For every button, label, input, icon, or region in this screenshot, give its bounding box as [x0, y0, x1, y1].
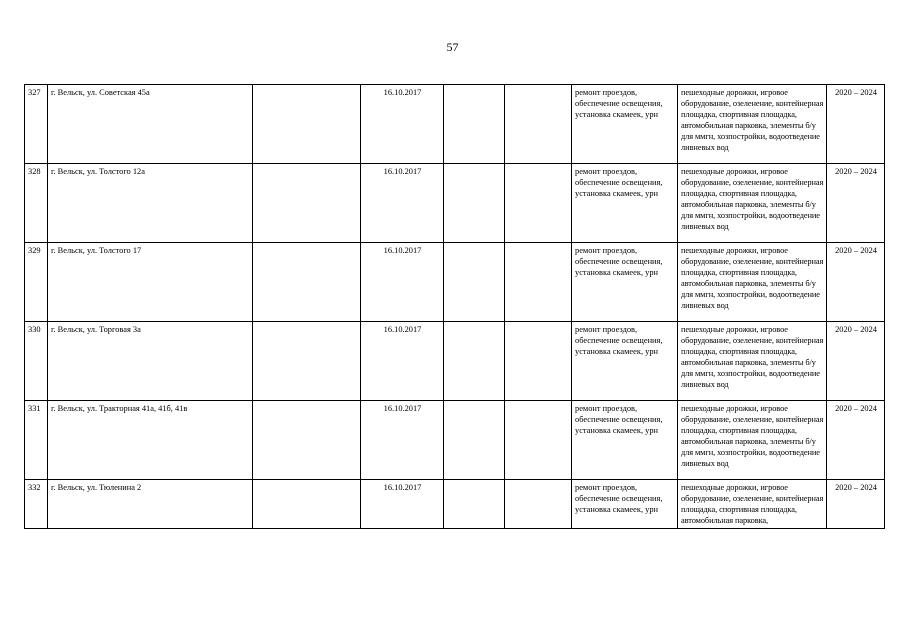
- row-date: 16.10.2017: [361, 164, 444, 243]
- row-works: ремонт проездов, обеспечение освещения, установка скамеек, урн: [572, 480, 678, 529]
- row-empty-cell: [505, 243, 572, 322]
- row-address: г. Вельск, ул. Тракторная 41а, 41б, 41в: [48, 401, 253, 480]
- row-term: 2020 – 2024: [827, 85, 885, 164]
- row-empty-cell: [444, 85, 505, 164]
- row-date: 16.10.2017: [361, 322, 444, 401]
- row-term: 2020 – 2024: [827, 164, 885, 243]
- table-row: [25, 243, 885, 322]
- row-empty-cell: [444, 322, 505, 401]
- row-extra-works: пешеходные дорожки, игровое оборудование, озеленение, контейнерная площадка, спортивная площадка, автомобильная парковка, элементы б/у для ммгн, хозпостройки, водоотведение ливневых вод: [678, 322, 827, 401]
- row-address: г. Вельск, ул. Советская 45а: [48, 85, 253, 164]
- row-empty-cell: [253, 164, 361, 243]
- row-date: 16.10.2017: [361, 85, 444, 164]
- page-number: 57: [446, 40, 459, 54]
- row-extra-works: пешеходные дорожки, игровое оборудование, озеленение, контейнерная площадка, спортивная площадка, автомобильная парковка,: [678, 480, 827, 529]
- row-works: ремонт проездов, обеспечение освещения, установка скамеек, урн: [572, 401, 678, 480]
- row-empty-cell: [253, 322, 361, 401]
- row-term: 2020 – 2024: [827, 243, 885, 322]
- table-row: [25, 164, 885, 243]
- row-number: 331: [25, 401, 48, 480]
- row-empty-cell: [444, 164, 505, 243]
- table-row: [25, 480, 885, 529]
- row-extra-works: пешеходные дорожки, игровое оборудование, озеленение, контейнерная площадка, спортивная площадка, автомобильная парковка, элементы б/у для ммгн, хозпостройки, водоотведение ливневых вод: [678, 243, 827, 322]
- row-empty-cell: [253, 85, 361, 164]
- row-date: 16.10.2017: [361, 243, 444, 322]
- row-works: ремонт проездов, обеспечение освещения, установка скамеек, урн: [572, 322, 678, 401]
- row-empty-cell: [253, 480, 361, 529]
- row-empty-cell: [505, 401, 572, 480]
- row-empty-cell: [505, 322, 572, 401]
- row-term: 2020 – 2024: [827, 401, 885, 480]
- row-number: 330: [25, 322, 48, 401]
- row-empty-cell: [505, 85, 572, 164]
- row-works: ремонт проездов, обеспечение освещения, установка скамеек, урн: [572, 164, 678, 243]
- row-number: 328: [25, 164, 48, 243]
- registry-table: [24, 84, 885, 529]
- row-empty-cell: [505, 480, 572, 529]
- row-extra-works: пешеходные дорожки, игровое оборудование, озеленение, контейнерная площадка, спортивная площадка, автомобильная парковка, элементы б/у для ммгн, хозпостройки, водоотведение ливневых вод: [678, 164, 827, 243]
- row-empty-cell: [444, 401, 505, 480]
- row-empty-cell: [444, 480, 505, 529]
- table-row: [25, 401, 885, 480]
- row-date: 16.10.2017: [361, 401, 444, 480]
- row-number: 329: [25, 243, 48, 322]
- row-address: г. Вельск, ул. Толстого 12а: [48, 164, 253, 243]
- row-empty-cell: [253, 401, 361, 480]
- row-address: г. Вельск, ул. Тюленина 2: [48, 480, 253, 529]
- row-empty-cell: [505, 164, 572, 243]
- row-extra-works: пешеходные дорожки, игровое оборудование, озеленение, контейнерная площадка, спортивная площадка, автомобильная парковка, элементы б/у для ммгн, хозпостройки, водоотведение ливневых вод: [678, 401, 827, 480]
- row-number: 332: [25, 480, 48, 529]
- row-date: 16.10.2017: [361, 480, 444, 529]
- row-works: ремонт проездов, обеспечение освещения, установка скамеек, урн: [572, 85, 678, 164]
- table-row: [25, 85, 885, 164]
- row-term: 2020 – 2024: [827, 322, 885, 401]
- row-number: 327: [25, 85, 48, 164]
- table-row: [25, 322, 885, 401]
- row-works: ремонт проездов, обеспечение освещения, установка скамеек, урн: [572, 243, 678, 322]
- row-empty-cell: [253, 243, 361, 322]
- row-address: г. Вельск, ул. Торговая 3а: [48, 322, 253, 401]
- row-empty-cell: [444, 243, 505, 322]
- row-address: г. Вельск, ул. Толстого 17: [48, 243, 253, 322]
- row-extra-works: пешеходные дорожки, игровое оборудование, озеленение, контейнерная площадка, спортивная площадка, автомобильная парковка, элементы б/у для ммгн, хозпостройки, водоотведение ливневых вод: [678, 85, 827, 164]
- row-term: 2020 – 2024: [827, 480, 885, 529]
